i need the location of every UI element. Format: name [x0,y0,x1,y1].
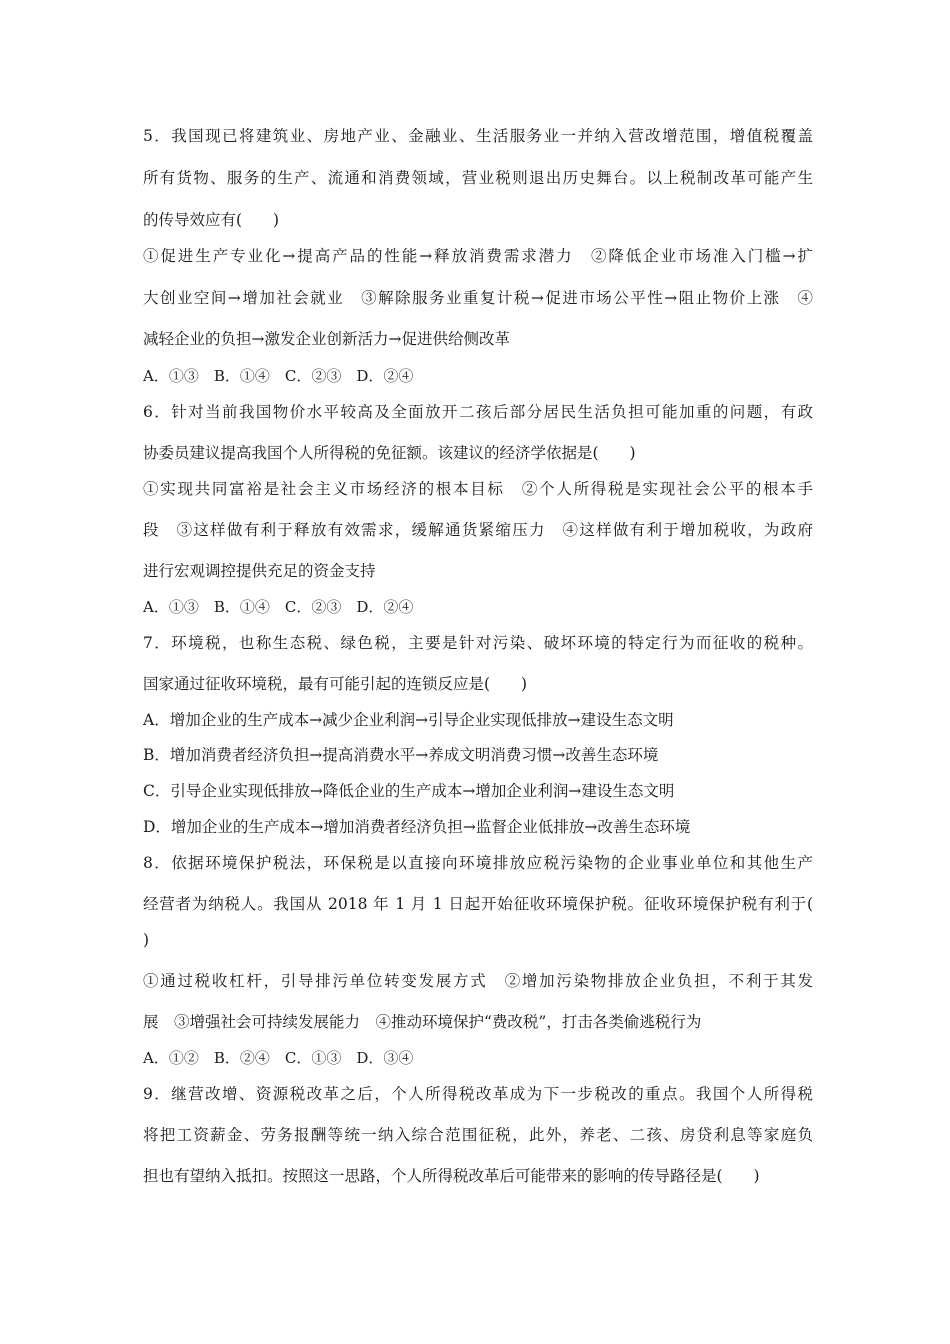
q8-stem-line-3: ) [143,931,150,949]
q7-stem-line-2: 国家通过征收环境税，最有可能引起的连锁反应是( ) [143,675,528,693]
q8-statement-line-1: ①通过税收杠杆，引导排污单位转变发展方式 ②增加污染物排放企业负担，不利于其发 [143,972,813,990]
q5-stem-line-2: 所有货物、服务的生产、流通和消费领域，营业税则退出历史舞台。以上税制改革可能产生 [143,169,813,187]
q7-choice-b: B．增加消费者经济负担→提高消费水平→养成文明消费习惯→改善生态环境 [143,746,659,764]
q5-stem-line-1: 5．我国现已将建筑业、房地产业、金融业、生活服务业一并纳入营改增范围，增值税覆盖 [143,127,813,145]
q5-statement-line-3: 减轻企业的负担→激发企业创新活力→促进供给侧改革 [143,330,510,348]
q7-choice-d: D．增加企业的生产成本→增加消费者经济负担→监督企业低排放→改善生态环境 [143,818,691,836]
q7-choice-c: C．引导企业实现低排放→降低企业的生产成本→增加企业利润→建设生态文明 [143,782,675,800]
q8-stem-line-2: 经营者为纳税人。我国从 2018 年 1 月 1 日起开始征收环境保护税。征收环境保护税有利于( [143,895,813,913]
q9-stem-line-1: 9．继营改增、资源税改革之后，个人所得税改革成为下一步税改的重点。我国个人所得税 [143,1085,813,1103]
q5-stem-line-3: 的传导效应有( ) [143,211,280,229]
q6-statement-line-3: 进行宏观调控提供充足的资金支持 [143,562,376,580]
q5-statement-line-1: ①促进生产专业化→提高产品的性能→释放消费需求潜力 ②降低企业市场准入门槛→扩 [143,247,813,265]
q6-statement-line-1: ①实现共同富裕是社会主义市场经济的根本目标 ②个人所得税是实现社会公平的根本手 [143,480,813,498]
q9-stem-line-2: 将把工资薪金、劳务报酬等统一纳入综合范围征税，此外，养老、二孩、房贷利息等家庭负 [143,1126,813,1144]
q7-stem-line-1: 7．环境税，也称生态税、绿色税，主要是针对污染、破坏环境的特定行为而征收的税种。 [143,634,813,652]
q5-options: A．①③ B．①④ C．②③ D．②④ [143,367,414,385]
q8-statement-line-2: 展 ③增强社会可持续发展能力 ④推动环境保护“费改税”，打击各类偷逃税行为 [143,1013,702,1031]
q7-choice-a: A．增加企业的生产成本→减少企业利润→引导企业实现低排放→建设生态文明 [143,711,674,729]
q6-stem-line-2: 协委员建议提高我国个人所得税的免征额。该建议的经济学依据是( ) [143,444,636,462]
q6-stem-line-1: 6．针对当前我国物价水平较高及全面放开二孩后部分居民生活负担可能加重的问题，有政 [143,403,813,421]
q8-options: A．①② B．②④ C．①③ D．③④ [143,1049,414,1067]
q9-stem-line-3: 担也有望纳入抵扣。按照这一思路，个人所得税改革后可能带来的影响的传导路径是( ) [143,1167,760,1185]
q6-statement-line-2: 段 ③这样做有利于释放有效需求，缓解通货紧缩压力 ④这样做有利于增加税收，为政府 [143,521,813,539]
q5-statement-line-2: 大创业空间→增加社会就业 ③解除服务业重复计税→促进市场公平性→阻止物价上涨 ④ [143,289,813,307]
q8-stem-line-1: 8．依据环境保护税法，环保税是以直接向环境排放应税污染物的企业事业单位和其他生产 [143,854,813,872]
q6-options: A．①③ B．①④ C．②③ D．②④ [143,598,414,616]
